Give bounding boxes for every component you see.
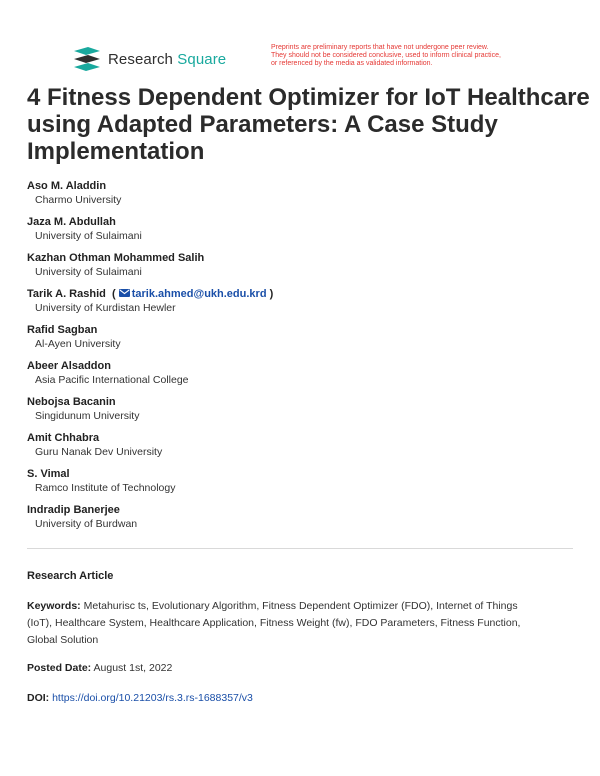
author-affiliation: University of Sulaimani <box>35 266 142 278</box>
author-affiliation: Al-Ayen University <box>35 338 121 350</box>
author-entry <box>27 396 572 432</box>
author-entry <box>27 324 572 360</box>
disclaimer-line: or referenced by the media as validated information. <box>271 60 433 67</box>
author-list <box>27 180 572 540</box>
preprint-disclaimer <box>271 44 541 68</box>
title-line: Implementation <box>27 138 205 165</box>
author-name: Kazhan Othman Mohammed Salih <box>27 252 205 264</box>
posted-date-label: Posted Date: <box>27 662 92 674</box>
corresponding-author-email-link[interactable]: tarik.ahmed@ukh.edu.krd <box>131 288 267 300</box>
keywords-line <box>27 598 573 615</box>
author-name: S. Vimal <box>27 468 70 480</box>
logo-word-square: Square <box>177 50 227 68</box>
posted-date-value: August 1st, 2022 <box>93 662 173 674</box>
author-name: Aso M. Aladdin <box>27 180 107 192</box>
author-name: Jaza M. Abdullah <box>27 216 116 228</box>
author-entry <box>27 180 572 216</box>
research-square-logo-icon <box>72 45 102 73</box>
keywords-line: (IoT), Healthcare System, Healthcare Application, Fitness Weight (fw), FDO Parameters, Fitness Function, <box>27 617 521 629</box>
disclaimer-line: Preprints are preliminary reports that have not undergone peer review. <box>271 44 489 51</box>
author-affiliation: Guru Nanak Dev University <box>35 446 163 458</box>
author-affiliation: Charmo University <box>35 194 122 206</box>
author-name: Amit Chhabra <box>27 432 100 444</box>
keywords-block <box>27 598 573 649</box>
title-line: using Adapted Parameters: A Case Study <box>27 111 498 138</box>
author-name: Nebojsa Bacanin <box>27 396 116 408</box>
email-wrapper <box>109 288 273 300</box>
author-entry <box>27 360 572 396</box>
author-affiliation: Ramco Institute of Technology <box>35 482 176 494</box>
author-name: Indradip Banerjee <box>27 504 120 516</box>
author-name: Rafid Sagban <box>27 324 98 336</box>
author-entry <box>27 252 572 288</box>
author-affiliation: Singidunum University <box>35 410 140 422</box>
author-name-text: Tarik A. Rashid <box>27 288 106 300</box>
research-square-logo[interactable] <box>72 45 226 73</box>
doi-label: DOI: <box>27 692 50 704</box>
title-line: 4 Fitness Dependent Optimizer for IoT Healthcare <box>27 84 590 111</box>
keywords-label: Keywords: <box>27 600 81 612</box>
paper-title <box>27 84 590 165</box>
envelope-icon <box>119 289 130 297</box>
author-entry <box>27 432 572 468</box>
author-name-with-email <box>27 288 572 301</box>
keywords-line: Global Solution <box>27 634 99 646</box>
email-open-paren: ( <box>111 288 116 300</box>
article-type: Research Article <box>27 570 114 582</box>
logo-wordmark <box>108 51 226 68</box>
doi-link[interactable]: https://doi.org/10.21203/rs.3.rs-1688357/v3 <box>52 692 253 704</box>
doi <box>27 692 253 704</box>
logo-word-research: Research <box>108 50 173 68</box>
author-affiliation: University of Burdwan <box>35 518 138 530</box>
author-affiliation: Asia Pacific International College <box>35 374 189 386</box>
author-affiliation: University of Kurdistan Hewler <box>35 302 176 314</box>
section-divider <box>27 548 573 549</box>
keywords-text: Metahurisc ts, Evolutionary Algorithm, Fitness Dependent Optimizer (FDO), Internet of Things <box>83 600 518 612</box>
author-entry <box>27 504 572 540</box>
author-affiliation: University of Sulaimani <box>35 230 142 242</box>
disclaimer-line: They should not be considered conclusive, used to inform clinical practice, <box>271 52 501 59</box>
author-entry <box>27 288 572 324</box>
email-close-paren: ) <box>269 288 274 300</box>
author-entry <box>27 216 572 252</box>
author-entry <box>27 468 572 504</box>
posted-date <box>27 662 172 674</box>
author-name: Abeer Alsaddon <box>27 360 111 372</box>
